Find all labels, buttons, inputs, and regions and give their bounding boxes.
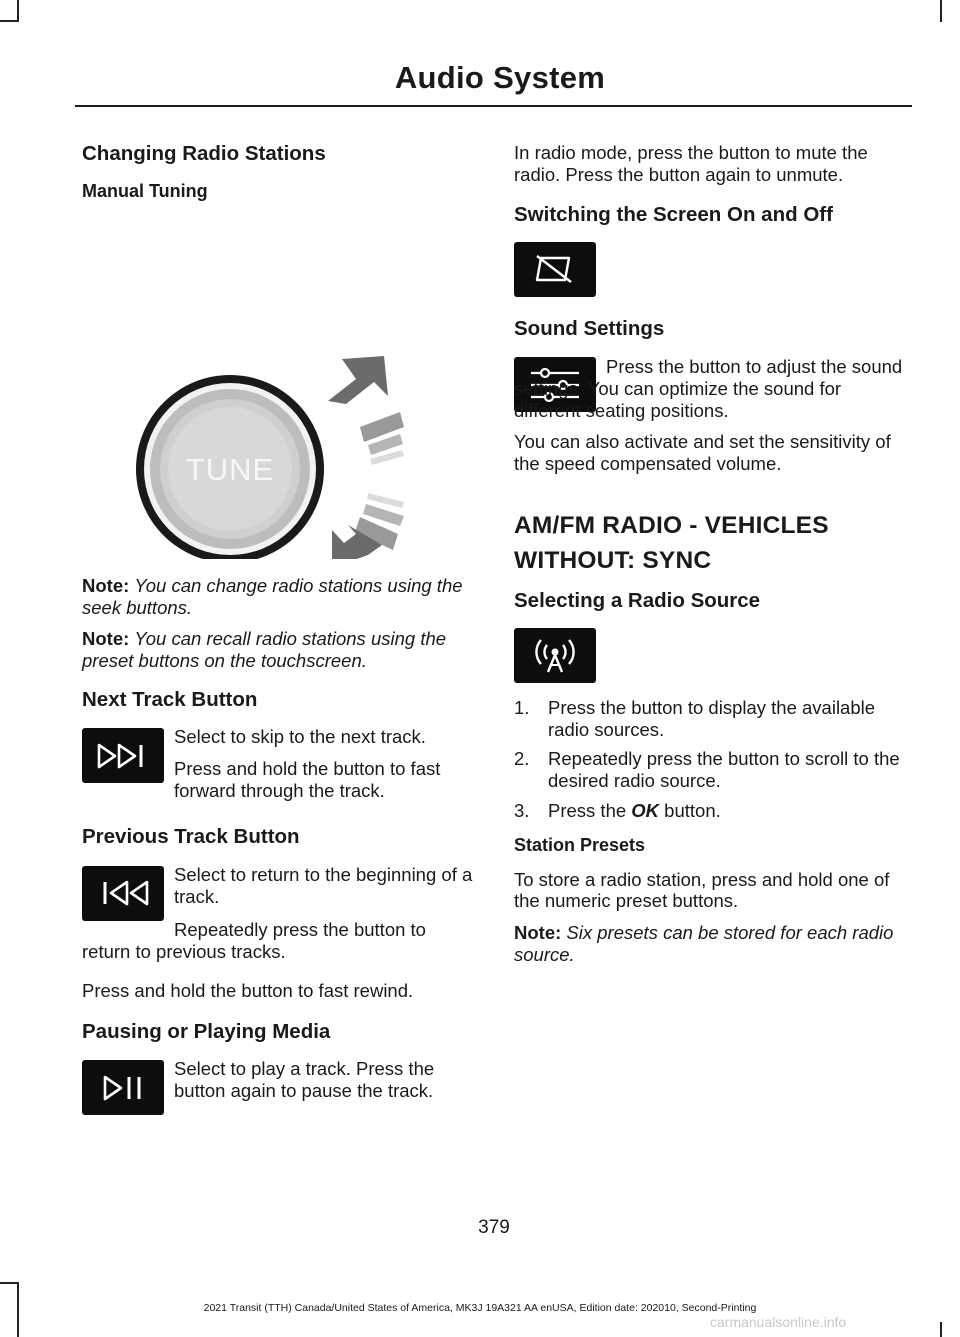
pause-play-text: Select to play a track. Press the button again to pause the track. (174, 1058, 435, 1102)
list-item (514, 800, 909, 822)
step-text-pre: Press the (548, 799, 632, 821)
heading-amfm-line1: AM/FM RADIO - VEHICLES (514, 511, 829, 539)
step-text: Press the button to display the available radio sources. (548, 697, 876, 740)
previous-track-text-1: Select to return to the beginning of a track. (174, 863, 473, 907)
next-track-icon (82, 728, 164, 783)
sound-settings-text-1-content: Press the button to adjust the sound settings. You can optimize the sound for different seating positions. (514, 356, 903, 421)
note-preset-buttons (82, 628, 474, 671)
radio-source-steps (514, 697, 909, 821)
note-text: You can change radio stations using the seek buttons. (82, 575, 463, 618)
previous-track-icon (82, 866, 164, 921)
step-number: 1. (514, 697, 530, 719)
tune-knob-illustration (82, 214, 474, 559)
crop-mark-tr (940, 0, 942, 22)
page-number: 379 (478, 1217, 510, 1238)
step-text (548, 800, 721, 822)
previous-track-text-2-content: Repeatedly press the button to return to previous tracks. (82, 918, 426, 962)
heading-amfm-radio (514, 511, 909, 576)
note-text: You can recall radio stations using the preset buttons on the touchscreen. (82, 628, 447, 672)
note-label: Note: (82, 628, 130, 650)
crop-mark-bl-h (0, 1282, 19, 1284)
list-item (514, 748, 909, 791)
next-track-row (82, 726, 474, 811)
heading-station-presets: Station Presets (514, 835, 646, 856)
screen-off-icon (514, 242, 596, 297)
previous-track-text-3: Press and hold the button to fast rewind. (82, 980, 414, 1002)
tune-knob-icon (82, 214, 474, 559)
heading-screen-on-off: Switching the Screen On and Off (514, 203, 833, 227)
heading-changing-radio-stations: Changing Radio Stations (82, 142, 326, 165)
edition-footer: 2021 Transit (TTH) Canada/United States of America, MK3J 19A321 AA enUSA, Edition date: 202010, Second-Printing (203, 1302, 757, 1314)
heading-previous-track: Previous Track Button (82, 825, 300, 849)
crop-mark-br (940, 1322, 942, 1337)
ok-label: OK (631, 799, 660, 821)
heading-select-radio-source: Selecting a Radio Source (514, 589, 761, 613)
heading-manual-tuning: Manual Tuning (82, 180, 208, 201)
note-label: Note: (514, 922, 562, 944)
tune-knob-label: TUNE (185, 452, 275, 488)
crop-mark-tl (17, 0, 19, 22)
next-track-text-1: Select to skip to the next track. (174, 726, 426, 748)
right-column (514, 142, 909, 975)
crop-mark-tl-h (0, 20, 19, 22)
heading-next-track: Next Track Button (82, 687, 258, 711)
play-pause-icon (82, 1060, 164, 1115)
note-seek-buttons (82, 575, 474, 618)
list-item (514, 697, 909, 740)
note-presets (514, 922, 909, 965)
heading-pause-play: Pausing or Playing Media (82, 1019, 331, 1043)
next-track-text-2: Press and hold the button to fast forward through the track. (174, 757, 441, 801)
sound-settings-text-2: You can also activate and set the sensitivity of the speed compensated volume. (514, 431, 891, 475)
left-column (82, 142, 474, 1115)
mute-text: In radio mode, press the button to mute the radio. Press the button again to unmute. (514, 142, 868, 185)
radio-source-icon (514, 628, 596, 683)
step-number: 3. (514, 799, 530, 821)
step-text: Repeatedly press the button to scroll to the desired radio source. (548, 748, 900, 791)
step-number: 2. (514, 748, 530, 770)
header-rule (75, 105, 912, 107)
note-text: Six presets can be stored for each radio source. (514, 922, 894, 965)
watermark: carmanualsonline.info (710, 1314, 847, 1330)
step-text-post: button. (659, 799, 721, 821)
pause-play-row (82, 1058, 474, 1115)
previous-track-row (82, 864, 474, 921)
note-label: Note: (82, 575, 130, 597)
presets-text: To store a radio station, press and hold one of the numeric preset buttons. (514, 868, 890, 912)
previous-track-text-2 (82, 919, 474, 962)
heading-amfm-line2: WITHOUT: SYNC (514, 547, 712, 575)
heading-sound-settings: Sound Settings (514, 316, 665, 340)
page-header-title: Audio System (394, 60, 606, 95)
